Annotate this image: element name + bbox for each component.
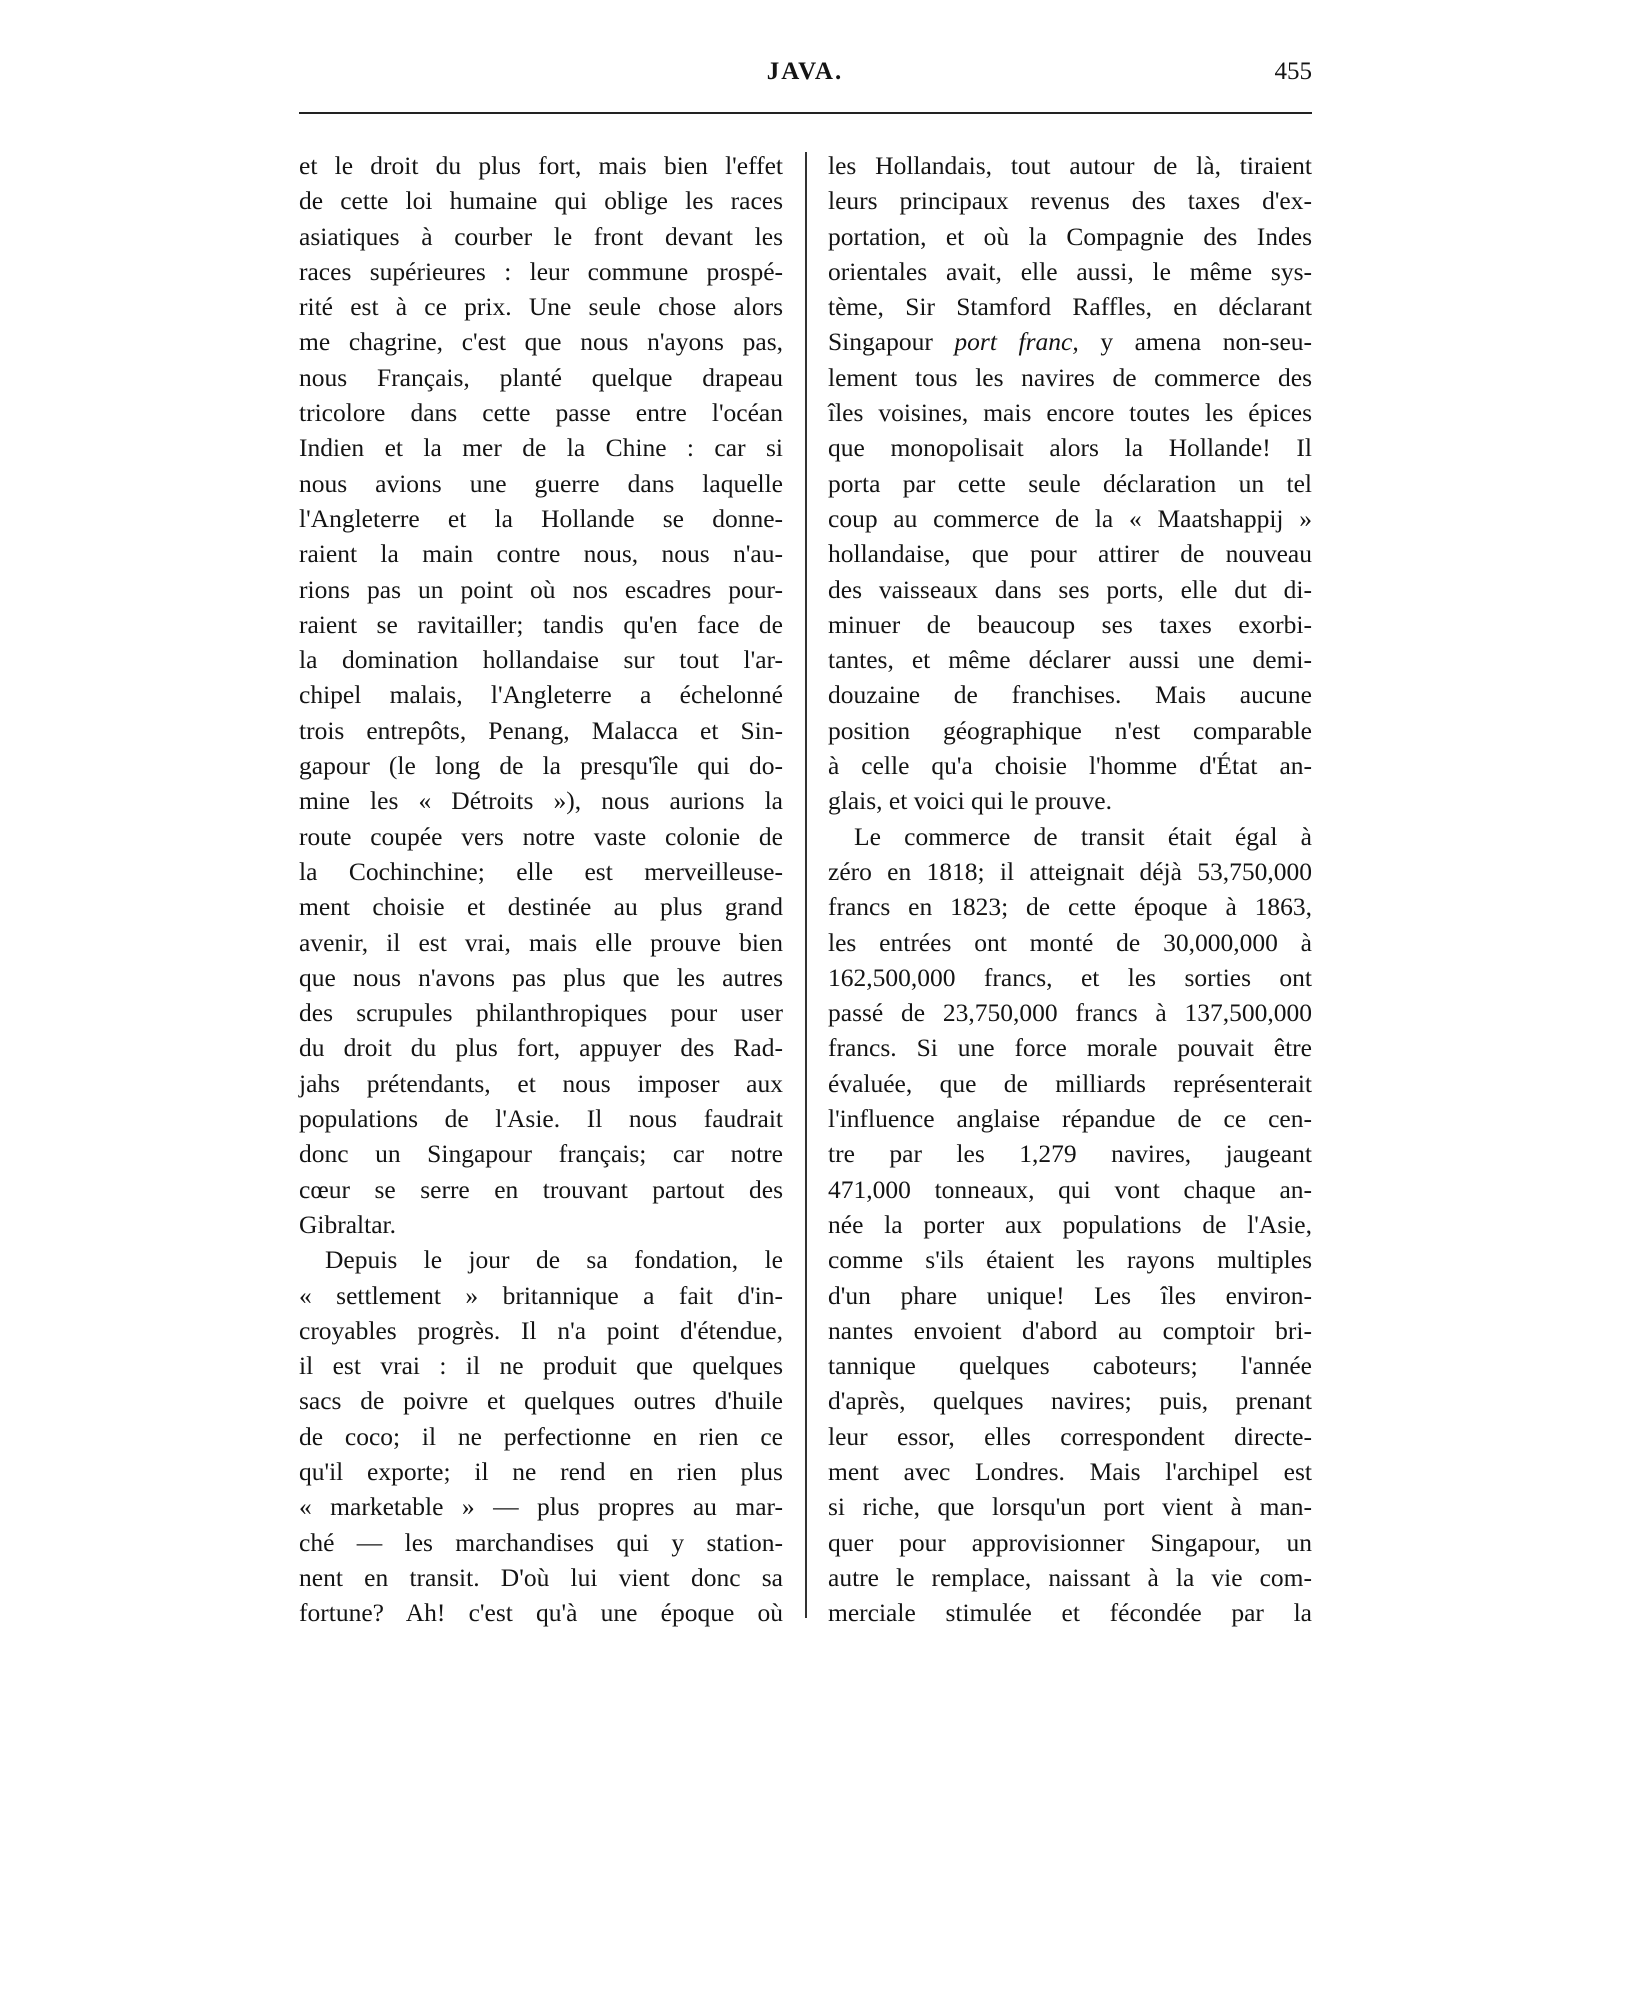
text-line (828, 1066, 1312, 1101)
text-line (299, 1136, 783, 1171)
line-text: tricolore dans cette passe entre l'océan (299, 398, 783, 428)
column-divider (805, 152, 807, 1618)
line-text: que nous n'avons pas plus que les autres (299, 962, 783, 992)
line-text: des vaisseaux dans ses ports, elle dut di- (828, 574, 1312, 604)
text-line (299, 748, 783, 783)
line-text: donc un Singapour français; car notre (299, 1139, 783, 1169)
text-line (299, 1207, 783, 1242)
line-text: raient se ravitailler; tandis qu'en face de (299, 609, 783, 639)
line-text: Le commerce de transit était égal à (854, 821, 1312, 851)
line-text: d'après, quelques navires; puis, prenant (828, 1386, 1312, 1416)
text-line (299, 1454, 783, 1489)
line-text: position géographique n'est comparable (828, 715, 1312, 745)
line-text: il est vrai : il ne produit que quelques (299, 1351, 783, 1381)
line-text: populations de l'Asie. Il nous faudrait (299, 1104, 783, 1134)
text-line (299, 183, 783, 218)
text-line (299, 960, 783, 995)
line-text: îles voisines, mais encore toutes les épices (828, 398, 1312, 428)
text-line (299, 607, 783, 642)
line-text: zéro en 1818; il atteignait déjà 53,750,000 (828, 856, 1312, 886)
line-text: autre le remplace, naissant à la vie com- (828, 1562, 1312, 1592)
line-text: porta par cette seule déclaration un tel (828, 468, 1312, 498)
text-line (299, 1348, 783, 1383)
text-line (299, 1489, 783, 1524)
text-line (299, 289, 783, 324)
text-line (828, 1242, 1312, 1277)
line-text: fortune? Ah! c'est qu'à une époque où (299, 1598, 783, 1628)
text-line (299, 677, 783, 712)
text-line (299, 254, 783, 289)
line-text: leur essor, elles correspondent directe- (828, 1421, 1312, 1451)
text-line (828, 783, 1312, 818)
text-line (828, 607, 1312, 642)
text-line (828, 1383, 1312, 1418)
text-line (828, 1136, 1312, 1171)
text-line (299, 995, 783, 1030)
line-text: route coupée vers notre vaste colonie de (299, 821, 783, 851)
line-text: y amena non-seu- (1078, 327, 1313, 357)
running-header-title: JAVA. (766, 58, 844, 85)
right-column (828, 148, 1312, 1630)
text-line (828, 1454, 1312, 1489)
line-text: d'un phare unique! Les îles environ- (828, 1280, 1312, 1310)
line-text: orientales avait, elle aussi, le même sys- (828, 256, 1312, 286)
text-line (299, 713, 783, 748)
text-line (828, 501, 1312, 536)
line-text: des scrupules philanthropiques pour user (299, 998, 783, 1028)
line-text: de coco; il ne perfectionne en rien ce (299, 1421, 783, 1451)
text-line (828, 219, 1312, 254)
line-text: comme s'ils étaient les rayons multiples (828, 1245, 1312, 1275)
text-line (828, 1489, 1312, 1524)
line-text: tantes, et même déclarer aussi une demi- (828, 645, 1312, 675)
text-line (828, 1030, 1312, 1065)
header-rule (299, 112, 1312, 114)
line-text: nous Français, planté quelque drapeau (299, 362, 783, 392)
line-text: nent en transit. D'où lui vient donc sa (299, 1562, 783, 1592)
line-text: douzaine de franchises. Mais aucune (828, 680, 1312, 710)
text-line (828, 289, 1312, 324)
line-text: merciale stimulée et fécondée par la (828, 1598, 1312, 1628)
line-text: tème, Sir Stamford Raffles, en déclarant (828, 292, 1312, 322)
text-line (299, 1595, 783, 1630)
line-text: passé de 23,750,000 francs à 137,500,000 (828, 998, 1312, 1028)
line-text: me chagrine, c'est que nous n'ayons pas, (299, 327, 783, 357)
text-line (828, 995, 1312, 1030)
line-text: évaluée, que de milliards représenterait (828, 1068, 1312, 1098)
line-text: 162,500,000 francs, et les sorties ont (828, 962, 1312, 992)
line-text: Gibraltar. (299, 1209, 397, 1239)
text-line (828, 572, 1312, 607)
line-text: jahs prétendants, et nous imposer aux (299, 1068, 783, 1098)
text-line (299, 1383, 783, 1418)
text-line (299, 854, 783, 889)
text-line (828, 360, 1312, 395)
text-line (299, 925, 783, 960)
text-line (828, 395, 1312, 430)
line-text: chipel malais, l'Angleterre a échelonné (299, 680, 783, 710)
text-line (828, 183, 1312, 218)
line-text: l'Angleterre et la Hollande se donne- (299, 503, 783, 533)
text-line (828, 324, 1312, 359)
text-line (828, 713, 1312, 748)
text-line (828, 1348, 1312, 1383)
text-line (828, 254, 1312, 289)
line-text: glais, et voici qui le prouve. (828, 786, 1112, 816)
line-text: cœur se serre en trouvant partout des (299, 1174, 783, 1204)
text-line (299, 430, 783, 465)
line-text: ché — les marchandises qui y station- (299, 1527, 783, 1557)
text-line (828, 148, 1312, 183)
text-line (299, 395, 783, 430)
text-line (828, 1278, 1312, 1313)
text-line (828, 854, 1312, 889)
text-line (828, 1313, 1312, 1348)
line-text: races supérieures : leur commune prospé- (299, 256, 783, 286)
line-text: croyables progrès. Il n'a point d'étendue, (299, 1315, 783, 1345)
text-line (299, 219, 783, 254)
text-line (299, 1560, 783, 1595)
text-line (299, 536, 783, 571)
line-text: née la porter aux populations de l'Asie, (828, 1209, 1312, 1239)
line-text: l'influence anglaise répandue de ce cen- (828, 1104, 1312, 1134)
line-text: francs en 1823; de cette époque à 1863, (828, 892, 1312, 922)
line-text: gapour (le long de la presqu'île qui do- (299, 751, 783, 781)
line-text: rions pas un point où nos escadres pour- (299, 574, 783, 604)
line-text: 471,000 tonneaux, qui vont chaque an- (828, 1174, 1312, 1204)
line-text: tannique quelques caboteurs; l'année (828, 1351, 1312, 1381)
text-line (828, 466, 1312, 501)
line-text: ment avec Londres. Mais l'archipel est (828, 1456, 1312, 1486)
text-line (299, 1419, 783, 1454)
line-text: que monopolisait alors la Hollande! Il (828, 433, 1312, 463)
line-text: ment choisie et destinée au plus grand (299, 892, 783, 922)
text-line (299, 324, 783, 359)
line-text: francs. Si une force morale pouvait être (828, 1033, 1312, 1063)
text-line (299, 642, 783, 677)
text-line (828, 536, 1312, 571)
text-line (299, 572, 783, 607)
text-line (828, 1419, 1312, 1454)
line-text: la Cochinchine; elle est merveilleuse- (299, 856, 783, 886)
text-line (299, 783, 783, 818)
text-line (299, 1313, 783, 1348)
text-line (828, 642, 1312, 677)
text-line (828, 960, 1312, 995)
line-text: portation, et où la Compagnie des Indes (828, 221, 1312, 251)
text-line (828, 1560, 1312, 1595)
text-line (299, 889, 783, 924)
line-text: « settlement » britannique a fait d'in- (299, 1280, 783, 1310)
text-line (299, 466, 783, 501)
left-column (299, 148, 783, 1630)
text-line (828, 1101, 1312, 1136)
line-text: raient la main contre nous, nous n'au- (299, 539, 783, 569)
line-text: coup au commerce de la « Maatshappij » (828, 503, 1312, 533)
line-text: quer pour approvisionner Singapour, un (828, 1527, 1312, 1557)
line-text: minuer de beaucoup ses taxes exorbi- (828, 609, 1312, 639)
line-text: Indien et la mer de la Chine : car si (299, 433, 783, 463)
line-text: nantes envoient d'abord au comptoir bri- (828, 1315, 1312, 1345)
line-text: asiatiques à courber le front devant les (299, 221, 783, 251)
line-text: les entrées ont monté de 30,000,000 à (828, 927, 1312, 957)
line-text: « marketable » — plus propres au mar- (299, 1492, 783, 1522)
text-line (299, 1242, 783, 1277)
text-line (299, 819, 783, 854)
line-text: avenir, il est vrai, mais elle prouve bien (299, 927, 783, 957)
text-line (828, 1207, 1312, 1242)
line-text: sacs de poivre et quelques outres d'huile (299, 1386, 783, 1416)
text-line (299, 148, 783, 183)
line-text: de cette loi humaine qui oblige les races (299, 186, 783, 216)
line-text: hollandaise, que pour attirer de nouveau (828, 539, 1312, 569)
line-text: nous avions une guerre dans laquelle (299, 468, 783, 498)
text-line (299, 360, 783, 395)
line-text: Depuis le jour de sa fondation, le (325, 1245, 783, 1275)
text-line (828, 748, 1312, 783)
line-text: si riche, que lorsqu'un port vient à man- (828, 1492, 1312, 1522)
text-line (299, 1030, 783, 1065)
line-text: la domination hollandaise sur tout l'ar- (299, 645, 783, 675)
text-line (828, 1525, 1312, 1560)
page-number: 455 (1274, 58, 1312, 85)
text-line (828, 889, 1312, 924)
text-line (828, 1172, 1312, 1207)
line-text: les Hollandais, tout autour de là, tiraient (828, 151, 1312, 180)
line-text: mine les « Détroits »), nous aurions la (299, 786, 783, 816)
italic-text: port franc, (954, 327, 1079, 357)
line-text: Singapour (828, 327, 955, 357)
line-text: lement tous les navires de commerce des (828, 362, 1312, 392)
line-text: qu'il exporte; il ne rend en rien plus (299, 1456, 783, 1486)
text-line (828, 430, 1312, 465)
line-text: tre par les 1,279 navires, jaugeant (828, 1139, 1312, 1169)
text-line (299, 1101, 783, 1136)
line-text: à celle qu'a choisie l'homme d'État an- (828, 751, 1312, 781)
text-line (299, 1066, 783, 1101)
line-text: rité est à ce prix. Une seule chose alors (299, 292, 783, 322)
text-line (828, 925, 1312, 960)
text-line (299, 1172, 783, 1207)
text-line (299, 1525, 783, 1560)
text-line (828, 1595, 1312, 1630)
line-text: et le droit du plus fort, mais bien l'effet (299, 151, 783, 180)
line-text: du droit du plus fort, appuyer des Rad- (299, 1033, 783, 1063)
text-line (299, 501, 783, 536)
text-line (828, 819, 1312, 854)
text-line (828, 677, 1312, 712)
line-text: leurs principaux revenus des taxes d'ex- (828, 186, 1312, 216)
line-text: trois entrepôts, Penang, Malacca et Sin- (299, 715, 783, 745)
text-line (299, 1278, 783, 1313)
